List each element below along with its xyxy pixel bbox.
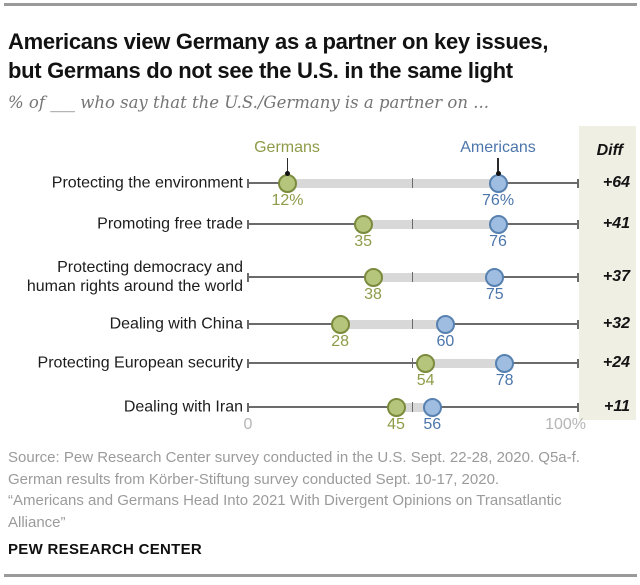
legend-label-americans: Americans	[460, 139, 536, 156]
germans-dot	[416, 354, 435, 373]
source-note	[8, 447, 628, 533]
row-category-label-line: Dealing with China	[109, 315, 243, 333]
germans-dot	[278, 174, 297, 193]
legend-leader-dot	[496, 171, 501, 176]
dumbbell-connector-band	[287, 179, 498, 188]
americans-dot	[423, 398, 442, 417]
source-line: “Americans and Germans Head Into 2021 With Divergent Opinions on Transatlantic	[8, 492, 562, 509]
americans-dot	[436, 315, 455, 334]
axis-end-cap	[247, 403, 249, 412]
axis-mid-tick	[412, 219, 414, 229]
row-category-label-line: human rights around the world	[26, 278, 243, 295]
axis-end-cap	[247, 320, 249, 329]
source-line: Alliance”	[8, 513, 66, 531]
germans-value-label: 54	[416, 372, 435, 389]
americans-value-label: 78	[495, 372, 514, 389]
axis-end-cap	[577, 320, 579, 329]
germans-value-label: 38	[364, 286, 382, 303]
diff-value: +41	[602, 215, 630, 232]
germans-dot	[354, 215, 373, 234]
germans-value-label: 45	[387, 416, 405, 433]
axis-mid-tick	[412, 319, 414, 329]
diff-value: +37	[602, 268, 630, 285]
americans-dot	[495, 354, 514, 373]
axis-end-cap	[577, 220, 579, 229]
americans-value-label: 76%	[482, 192, 515, 209]
row-category-label-line: Protecting democracy and	[57, 259, 243, 276]
axis-end-cap	[247, 359, 249, 368]
chart-title-line2: but Germans do not see the U.S. in the same light	[8, 58, 513, 83]
row-category-label	[0, 354, 243, 373]
source-line: Source: Pew Research Center survey conducted in the U.S. Sept. 22-28, 2020. Q5a-f.	[8, 449, 580, 466]
diff-value: +32	[602, 315, 630, 332]
germans-dot	[364, 268, 383, 287]
americans-dot	[485, 268, 504, 287]
axis-end-cap	[577, 403, 579, 412]
axis-mid-tick	[412, 402, 414, 412]
axis-max-label: 100%	[545, 416, 586, 433]
row-category-label	[0, 398, 243, 417]
legend-label-germans: Germans	[254, 139, 320, 156]
axis-end-cap	[247, 179, 249, 188]
dumbbell-connector-band	[426, 359, 505, 368]
bottom-rule	[4, 574, 637, 577]
legend-leader-dot	[285, 171, 290, 176]
source-line: German results from Körber-Stiftung survey conducted Sept. 10-17, 2020.	[8, 470, 500, 488]
americans-value-label: 75	[485, 286, 504, 303]
row-category-label	[0, 174, 243, 193]
germans-dot	[331, 315, 350, 334]
dumbbell-connector-band	[340, 320, 445, 329]
axis-end-cap	[247, 220, 249, 229]
dumbbell-connector-band	[373, 273, 495, 282]
row-category-label-line: Promoting free trade	[97, 215, 243, 233]
axis-end-cap	[577, 179, 579, 188]
americans-value-label: 76	[489, 233, 507, 250]
diff-value: +64	[602, 174, 630, 191]
dumbbell-connector-band	[363, 220, 498, 229]
americans-dot	[489, 174, 508, 193]
row-category-label	[0, 315, 243, 334]
diff-column-header: Diff	[596, 142, 623, 159]
americans-value-label: 56	[423, 416, 442, 433]
row-category-label	[0, 215, 243, 234]
germans-value-label: 35	[354, 233, 373, 250]
axis-mid-tick	[412, 178, 414, 188]
row-category-label-line: Protecting the environment	[51, 174, 243, 192]
axis-mid-tick	[412, 358, 414, 368]
americans-dot	[489, 215, 508, 234]
axis-min-label: 0	[243, 416, 253, 433]
axis-end-cap	[577, 359, 579, 368]
germans-value-label: 12%	[271, 192, 304, 209]
axis-mid-tick	[412, 272, 414, 282]
chart-subtitle: % of ___ who say that the U.S./Germany is a partner on ...	[8, 93, 489, 112]
pew-research-center-wordmark: PEW RESEARCH CENTER	[8, 541, 203, 558]
germans-dot	[387, 398, 406, 417]
diff-value: +11	[604, 398, 630, 415]
diff-value: +24	[602, 354, 630, 371]
row-category-label-line: Dealing with Iran	[123, 398, 243, 416]
row-category-label-line: Protecting European security	[37, 354, 243, 372]
axis-end-cap	[247, 273, 249, 282]
row-category-label	[0, 258, 243, 296]
axis-end-cap	[577, 273, 579, 282]
chart-title-line1: Americans view Germany as a partner on key issues,	[8, 29, 549, 54]
americans-value-label: 60	[436, 333, 455, 350]
germans-value-label: 28	[331, 333, 349, 350]
